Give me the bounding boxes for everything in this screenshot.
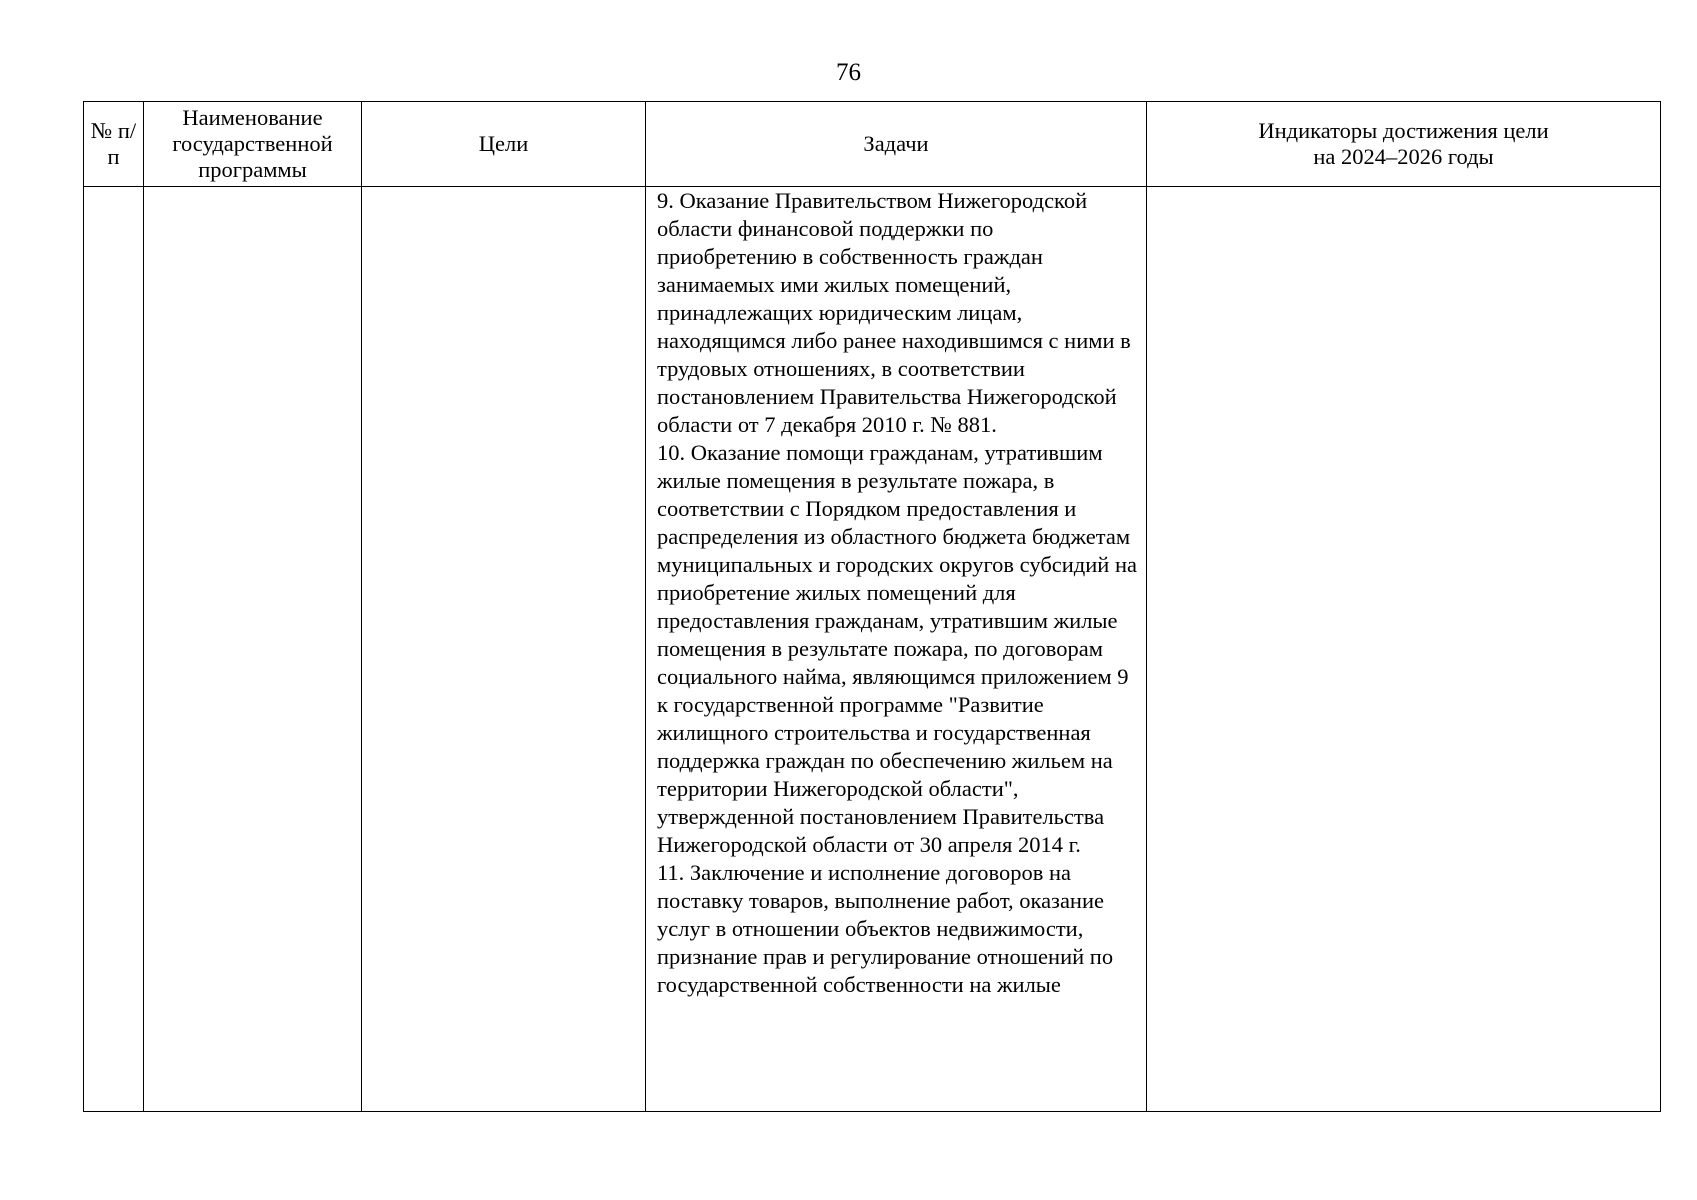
header-goals-label: Цели <box>478 131 529 156</box>
cell-tasks <box>646 187 1147 1112</box>
header-num <box>84 102 144 187</box>
header-indicators-label: Индикаторы достижения цели на 2024–2026 годы <box>1258 118 1549 169</box>
cell-indicators <box>1147 187 1661 1112</box>
header-num-label: № п/п <box>90 118 137 169</box>
cell-program-name <box>144 187 362 1112</box>
header-goals <box>362 102 646 187</box>
task-item-10: 10. Оказание помощи гражданам, утратившим жилые помещения в результате пожара, в соответствии с Порядком предоставления и распределения из областного бюджета бюджетам муниципальных и городских округов субсидий на приобретение жилых помещений для предоставления гражданам, утратившим жилые помещения в результате пожара, по договорам социального найма, являющимся приложением 9 к государственной программе "Развитие жилищного строительства и государственная поддержка граждан по обеспечению жильем на территории Нижегородской области", утвержденной постановлением Правительства Нижегородской области от 30 апреля 2014 г. <box>657 440 1137 857</box>
header-indicators <box>1147 102 1661 187</box>
task-item-9: 9. Оказание Правительством Нижегородской области финансовой поддержки по приобретению в собственность граждан занимаемых ими жилых помещений, принадлежащих юридическим лицам, находящимся либо ранее находившимся с ними в трудовых отношениях, в соответствии постановлением Правительства Нижегородской области от 7 декабря 2010 г. № 881. <box>657 188 1131 437</box>
header-program-name-label: Наименование государственной программы <box>172 105 333 182</box>
header-tasks-label: Задачи <box>863 131 929 156</box>
cell-num <box>84 187 144 1112</box>
header-program-name <box>144 102 362 187</box>
header-row <box>84 102 1661 187</box>
page-number: 76 <box>836 59 861 86</box>
header-tasks <box>646 102 1147 187</box>
cell-goals <box>362 187 646 1112</box>
table-body <box>84 187 1661 1112</box>
task-item-11: 11. Заключение и исполнение договоров на поставку товаров, выполнение работ, оказание услуг в отношении объектов недвижимости, признание прав и регулирование отношений по государственной собственности на жилые <box>657 860 1114 997</box>
programs-table <box>83 101 1661 1112</box>
table-row <box>84 187 1661 1112</box>
table-header <box>84 102 1661 187</box>
